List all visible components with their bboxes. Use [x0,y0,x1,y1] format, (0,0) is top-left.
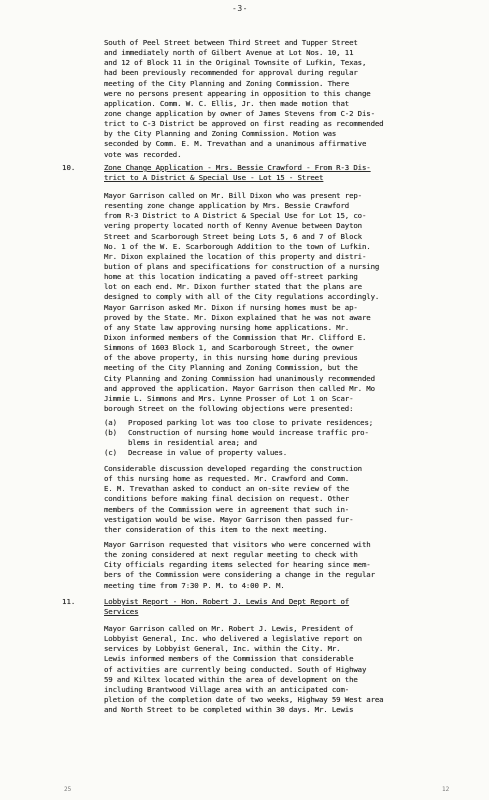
text-line: Mayor Garrison called on Mr. Bill Dixon who was present rep- [104,191,362,200]
list-item [104,428,446,448]
text-line: bers of the Commission were considering a change in the regular [104,570,375,580]
heading-line: Services [104,607,139,617]
text-line: of activities are currently being conducted. South of Highway [104,664,367,674]
section-10-paragraph-1 [104,191,446,414]
text-line: meeting time from 7:30 P. M. to 4:00 P. M. [104,580,285,590]
heading-line: Lobbyist Report - Hon. Robert J. Lewis And Dept Report of [104,597,350,606]
text-line: lot on each end. Mr. Dixon further stated that the plans are [104,282,362,292]
text-line: meeting of the City Planning and Zoning Commission. There [104,78,350,88]
text-line: Construction of nursing home would increase traffic pro- [128,428,369,438]
margin-mark: 12 [442,786,450,793]
text-line: of the above property, in this nursing home during previous [104,353,358,363]
text-line: had been previously recommended for approval during regular [104,68,358,78]
text-line: pletion of the completion date of two weeks, Highway 59 West area [104,694,384,704]
text-line: ther consideration of this item to the next meeting. [104,524,328,534]
text-line: and North Street to be completed within 30 days. Mr. Lewis [104,705,354,715]
margin-mark: 25 [64,786,72,793]
heading-line: Zone Change Application - Mrs. Bessie Crawford - From R-3 Dis- [104,163,371,172]
text-line: conditions before making final decision on request. Other [104,494,350,504]
heading-line: trict to A District & Special Use - Lot 15 - Street [104,173,324,183]
list-item [104,448,446,458]
text-line: vote was recorded. [104,149,182,159]
text-line: Simmons of 1603 Block 1, and Scarborough Street, the owner [104,343,354,353]
text-line: vering property located north of Kenny Avenue between Dayton [104,221,362,231]
text-line: Jimmie L. Simmons and Mrs. Lynne Prosser of Lot 1 on Scar- [104,393,354,403]
text-line: the zoning considered at next regular meeting to check with [104,550,358,560]
text-line: proved by the State. Mr. Dixon explained that he was not aware [104,312,371,322]
section-10-number: 10. [62,163,76,172]
text-line: trict to C-3 District be approved on first reading as recommended [104,119,384,129]
page-number: -3- [232,4,248,13]
text-line: Mayor Garrison asked Mr. Dixon if nursing homes must be ap- [104,302,358,312]
text-line: seconded by Comm. E. M. Trevathan and a unanimous affirmative [104,139,367,149]
text-line: borough Street on the following objections were presented: [104,403,354,413]
text-line: and immediately north of Gilbert Avenue at Lot Nos. 10, 11 [104,48,354,58]
item-marker: (c) [104,448,117,458]
text-line: Mayor Garrison requested that visitors who were concerned with [104,540,371,549]
text-line: by the City Planning and Zoning Commission. Motion was [104,129,337,139]
text-line: home at this location indicating a paved off-street parking [104,272,358,282]
section-11-heading [104,597,446,617]
text-line: blems in residential area; and [128,438,257,448]
text-line: of this nursing home as requested. Mr. Crawford and Comm. [104,474,350,484]
section-10-paragraph-3 [104,540,446,591]
text-line: City Planning and Zoning Commission had unanimously recommended [104,373,375,383]
text-line: meeting of the City Planning and Zoning Commission, but the [104,363,358,373]
section-10-heading [104,163,446,183]
text-line: of any State law approving nursing home applications. Mr. [104,322,350,332]
text-line: from R-3 District to A District & Special Use for Lot 15, co- [104,211,367,221]
text-line: were no persons present appearing in opposition to this change [104,88,371,98]
text-line: 59 and Kiltex located within the area of development on the [104,674,358,684]
text-line: application. Comm. W. C. Ellis, Jr. then made motion that [104,98,350,108]
text-line: and approved the application. Mayor Garrison then called Mr. Mo [104,383,375,393]
text-line: City officials regarding items selected for hearing since mem- [104,560,371,570]
text-line: Lewis informed members of the Commission that considerable [104,654,354,664]
text-line: zone change application by owner of James Stevens from C-2 Dis- [104,108,375,118]
text-line: services by Lobbyist General, Inc. within the City. Mr. [104,644,341,654]
text-line: Decrease in value of property values. [128,448,288,458]
text-line: Considerable discussion developed regarding the construction [104,464,362,473]
text-line: No. 1 of the W. E. Scarborough Addition to the town of Lufkin. [104,241,371,251]
text-line: Mayor Garrison called on Mr. Robert J. Lewis, President of [104,624,354,633]
text-line: members of the Commission were in agreement that such in- [104,504,350,514]
text-line: Dixon informed members of the Commission that Mr. Clifford E. [104,332,367,342]
section-11-number: 11. [62,597,76,606]
text-line: Proposed parking lot was too close to private residences; [128,418,374,427]
text-line: resenting zone change application by Mrs. Bessie Crawford [104,201,350,211]
text-line: bution of plans and specifications for construction of a nursing [104,261,380,271]
text-line: South of Peel Street between Third Street and Tupper Street [104,38,358,47]
text-line: E. M. Trevathan asked to conduct an on-site review of the [104,484,350,494]
text-line: and 12 of Block 11 in the Original Townsite of Lufkin, Texas, [104,58,367,68]
objections-list [104,418,446,459]
text-line: Lobbyist General, Inc. who delivered a legislative report on [104,634,362,644]
item-marker: (b) [104,428,117,438]
text-line: Mr. Dixon explained the location of this property and distri- [104,251,367,261]
section-11-paragraph [104,624,446,715]
top-paragraph [104,38,446,160]
text-line: Street and Scarborough Street being Lots 5, 6 and 7 of Block [104,231,362,241]
section-10-paragraph-2 [104,464,446,535]
text-line: designed to comply with all of the City regulations accordingly. [104,292,380,302]
list-item [104,418,446,428]
text-line: vestigation would be wise. Mayor Garrison then passed fur- [104,514,354,524]
item-marker: (a) [104,418,117,427]
text-line: including Brantwood Village area with an anticipated com- [104,684,350,694]
